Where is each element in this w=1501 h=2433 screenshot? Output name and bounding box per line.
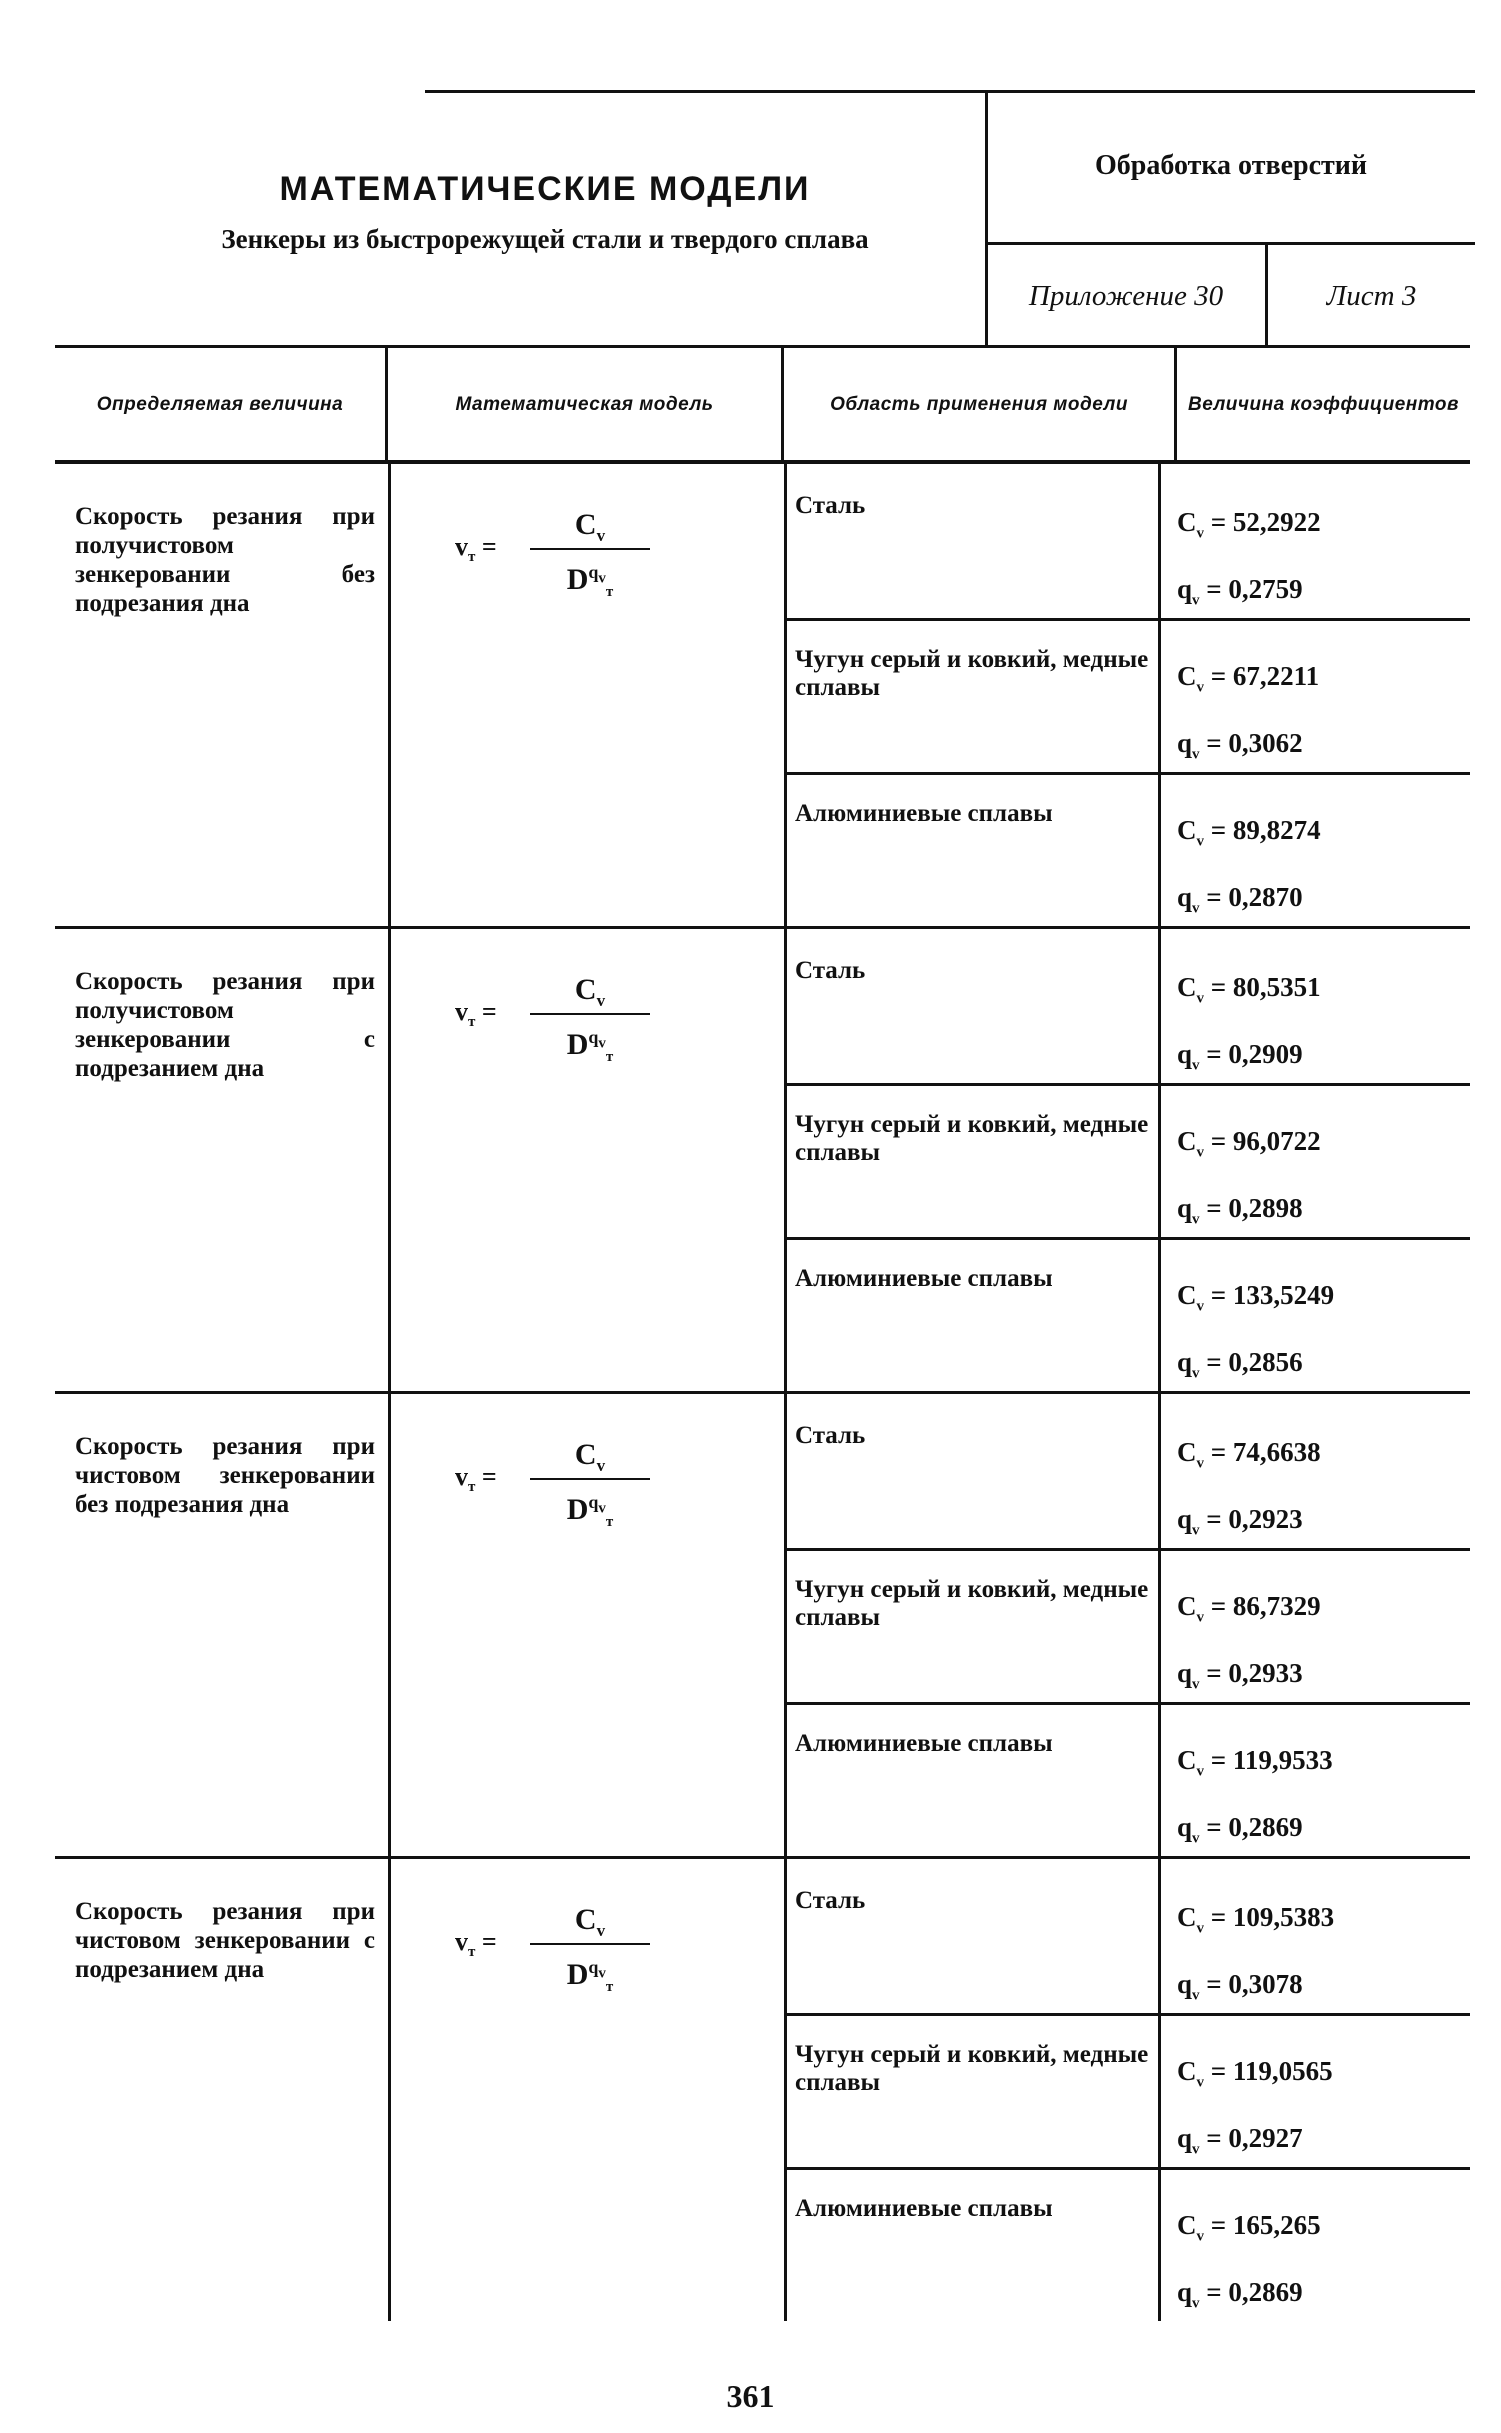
formula-exp-subscript: v (598, 570, 606, 587)
formula-den-symbol: D (566, 563, 589, 596)
formula-equals: = (481, 997, 497, 1026)
formula-lhs-symbol: v (455, 1927, 468, 1956)
qv-symbol (1177, 1039, 1200, 1074)
qv-letter: q (1177, 1969, 1193, 2000)
fraction-bar (530, 1478, 650, 1480)
cv-symbol (1177, 2056, 1204, 2091)
application-area: Чугун серый и ковкий, медные сплавы (787, 1548, 1161, 1702)
coefficients (1177, 2197, 1467, 2332)
models-table (55, 345, 1470, 2321)
col-header-model: Математическая модель (388, 348, 784, 460)
cv-value: 52,2922 (1232, 507, 1321, 537)
col-header-quantity: Определяемая величина (55, 348, 388, 460)
qv-value: 0,3062 (1228, 728, 1303, 759)
cv-symbol (1177, 507, 1204, 542)
formula-numerator (530, 969, 650, 1011)
application-area: Алюминиевые сплавы (787, 1702, 1161, 1856)
cv-symbol (1177, 1902, 1204, 1937)
formula-den-exponent (588, 1492, 606, 1517)
qv-subscript: v (1192, 2141, 1200, 2158)
qv-subscript: v (1192, 592, 1200, 609)
header-title-block (105, 90, 985, 348)
qv-subscript: v (1192, 1057, 1200, 1074)
application-area: Сталь (787, 1394, 1161, 1548)
formula-equals: = (481, 532, 497, 561)
table-row (787, 1083, 1470, 1240)
qv-symbol (1177, 1969, 1200, 2004)
formula-den-exponent (588, 1957, 606, 1982)
cv-subscript: v (1196, 2074, 1204, 2091)
cv-equals: = (1210, 1902, 1227, 1932)
formula-num-subscript: v (596, 1456, 606, 1475)
coefficients (1177, 802, 1467, 937)
formula-lhs-subscript: т (468, 1944, 476, 1961)
formula-lhs (455, 1927, 497, 1961)
formula-denominator (530, 1019, 650, 1075)
cv-subscript: v (1196, 1144, 1204, 1161)
qv-symbol (1177, 1193, 1200, 1228)
cv-equals: = (1210, 815, 1227, 845)
qv-line (1177, 1334, 1467, 1401)
qv-equals: = (1206, 1969, 1222, 2000)
cv-subscript: v (1196, 1920, 1204, 1937)
qv-symbol (1177, 1504, 1200, 1539)
coefficients (1177, 1424, 1467, 1559)
coefficients (1177, 959, 1467, 1094)
qv-symbol (1177, 728, 1200, 763)
formula (455, 504, 755, 600)
cv-value: 74,6638 (1232, 1437, 1321, 1467)
appendix-label: Приложение 30 (987, 245, 1268, 348)
formula-denominator (530, 554, 650, 610)
table-row-group (55, 464, 1470, 929)
formula-den-subscript: т (605, 584, 614, 600)
qv-symbol (1177, 1812, 1200, 1847)
formula (455, 969, 755, 1065)
qv-equals: = (1206, 1812, 1222, 1843)
cv-value: 165,265 (1232, 2210, 1321, 2240)
qv-value: 0,2869 (1228, 2277, 1303, 2308)
column-divider (388, 1859, 391, 2321)
qv-subscript: v (1192, 1676, 1200, 1693)
table-row (787, 929, 1470, 1086)
col-header-area: Область применения модели (784, 348, 1177, 460)
formula-fraction (530, 969, 650, 1075)
qv-letter: q (1177, 2277, 1193, 2308)
application-area: Сталь (787, 929, 1161, 1083)
cv-letter: C (1177, 661, 1197, 691)
cv-letter: C (1177, 1437, 1197, 1467)
formula-lhs-symbol: v (455, 532, 468, 561)
cv-equals: = (1210, 2210, 1227, 2240)
qv-symbol (1177, 2123, 1200, 2158)
qv-value: 0,3078 (1228, 1969, 1303, 2000)
qv-symbol (1177, 882, 1200, 917)
cv-letter: C (1177, 815, 1197, 845)
qv-value: 0,2933 (1228, 1658, 1303, 1689)
qv-equals: = (1206, 1504, 1222, 1535)
qv-subscript: v (1192, 1522, 1200, 1539)
qv-symbol (1177, 2277, 1200, 2312)
qv-equals: = (1206, 1658, 1222, 1689)
formula-lhs-subscript: т (468, 1479, 476, 1496)
cv-letter: C (1177, 972, 1197, 1002)
qv-value: 0,2927 (1228, 2123, 1303, 2154)
cv-equals: = (1210, 1591, 1227, 1621)
formula (455, 1434, 755, 1530)
qv-letter: q (1177, 728, 1193, 759)
formula-num-symbol: C (574, 1438, 597, 1471)
formula-num-symbol: C (574, 973, 597, 1006)
cv-letter: C (1177, 1591, 1197, 1621)
cv-line (1177, 2197, 1467, 2264)
formula-equals: = (481, 1927, 497, 1956)
cv-symbol (1177, 1745, 1204, 1780)
formula-den-symbol: D (566, 1958, 589, 1991)
cv-value: 119,9533 (1232, 1745, 1333, 1775)
cv-subscript: v (1196, 1609, 1204, 1626)
cv-line (1177, 959, 1467, 1026)
formula-num-subscript: v (596, 991, 606, 1010)
cv-symbol (1177, 1280, 1204, 1315)
application-area: Чугун серый и ковкий, медные сплавы (787, 2013, 1161, 2167)
formula-numerator (530, 1899, 650, 1941)
table-row-group (55, 1394, 1470, 1859)
cv-line (1177, 494, 1467, 561)
cv-equals: = (1210, 1126, 1227, 1156)
formula-lhs-symbol: v (455, 1462, 468, 1491)
qv-equals: = (1206, 882, 1222, 913)
formula-lhs-symbol: v (455, 997, 468, 1026)
table-row (787, 2167, 1470, 2321)
qv-equals: = (1206, 1193, 1222, 1224)
qv-symbol (1177, 1347, 1200, 1382)
cv-line (1177, 802, 1467, 869)
formula-den-subscript: т (605, 1049, 614, 1065)
quantity-name: Скорость резания при получистовом зенкеровании без подрезания дна (75, 503, 375, 617)
formula-lhs (455, 997, 497, 1031)
cv-equals: = (1210, 972, 1227, 1002)
page-subtitle: Зенкеры из быстрорежущей стали и твердого сплава (221, 224, 869, 254)
cv-value: 96,0722 (1232, 1126, 1321, 1156)
qv-equals: = (1206, 728, 1222, 759)
column-divider (388, 1394, 391, 1856)
table-row (787, 2013, 1470, 2170)
qv-value: 0,2759 (1228, 574, 1303, 605)
application-area: Чугун серый и ковкий, медные сплавы (787, 1083, 1161, 1237)
cv-symbol (1177, 661, 1204, 696)
cv-value: 119,0565 (1232, 2056, 1333, 2086)
coefficients (1177, 648, 1467, 783)
formula-num-symbol: C (574, 508, 597, 541)
application-area: Алюминиевые сплавы (787, 772, 1161, 926)
formula-lhs (455, 1462, 497, 1496)
qv-letter: q (1177, 1039, 1193, 1070)
table-row (787, 464, 1470, 621)
cv-symbol (1177, 972, 1204, 1007)
qv-letter: q (1177, 1193, 1193, 1224)
formula-numerator (530, 1434, 650, 1476)
col-header-coefficients: Величина коэффициентов (1187, 393, 1460, 415)
section-name: Обработка отверстий (987, 90, 1475, 245)
cv-equals: = (1210, 1437, 1227, 1467)
cv-subscript: v (1196, 525, 1204, 542)
table-row (787, 618, 1470, 775)
formula-lhs-subscript: т (468, 1014, 476, 1031)
application-area: Чугун серый и ковкий, медные сплавы (787, 618, 1161, 772)
cv-value: 80,5351 (1232, 972, 1321, 1002)
formula-exp-symbol: q (588, 1957, 599, 1977)
qv-subscript: v (1192, 1211, 1200, 1228)
formula-num-symbol: C (574, 1903, 597, 1936)
formula-fraction (530, 1434, 650, 1540)
formula-exp-symbol: q (588, 562, 599, 582)
formula-denominator (530, 1949, 650, 2005)
table-row (787, 772, 1470, 926)
coefficients (1177, 2043, 1467, 2178)
qv-symbol (1177, 574, 1200, 609)
fraction-bar (530, 548, 650, 550)
cv-letter: C (1177, 2210, 1197, 2240)
cv-letter: C (1177, 507, 1197, 537)
formula-exp-subscript: v (598, 1500, 606, 1517)
cv-equals: = (1210, 2056, 1227, 2086)
qv-equals: = (1206, 2123, 1222, 2154)
qv-subscript: v (1192, 1987, 1200, 2004)
cv-symbol (1177, 2210, 1204, 2245)
cv-value: 89,8274 (1232, 815, 1321, 845)
qv-letter: q (1177, 882, 1193, 913)
qv-line (1177, 1799, 1467, 1866)
formula-den-subscript: т (605, 1514, 614, 1530)
cv-line (1177, 1424, 1467, 1491)
formula (455, 1899, 755, 1995)
page-number: 361 (726, 2378, 775, 2414)
table-row (787, 1859, 1470, 2016)
application-area: Алюминиевые сплавы (787, 2167, 1161, 2321)
formula-num-subscript: v (596, 526, 606, 545)
formula-fraction (530, 504, 650, 610)
formula-equals: = (481, 1462, 497, 1491)
qv-value: 0,2898 (1228, 1193, 1303, 1224)
cv-subscript: v (1196, 1298, 1204, 1315)
coefficients (1177, 1578, 1467, 1713)
formula-den-exponent (588, 1027, 606, 1052)
formula-exp-subscript: v (598, 1965, 606, 1982)
qv-value: 0,2923 (1228, 1504, 1303, 1535)
cv-value: 109,5383 (1232, 1902, 1335, 1932)
page-header (105, 90, 1475, 348)
cv-symbol (1177, 1591, 1204, 1626)
table-row (787, 1237, 1470, 1391)
qv-value: 0,2870 (1228, 882, 1303, 913)
fraction-bar (530, 1013, 650, 1015)
formula-fraction (530, 1899, 650, 2005)
table-header (55, 345, 1470, 464)
cv-line (1177, 1267, 1467, 1334)
qv-subscript: v (1192, 900, 1200, 917)
cv-letter: C (1177, 1745, 1197, 1775)
qv-subscript: v (1192, 746, 1200, 763)
application-area: Сталь (787, 464, 1161, 618)
cv-subscript: v (1196, 833, 1204, 850)
qv-equals: = (1206, 1347, 1222, 1378)
cv-value: 86,7329 (1232, 1591, 1321, 1621)
qv-letter: q (1177, 2123, 1193, 2154)
cv-equals: = (1210, 661, 1227, 691)
formula-lhs (455, 532, 497, 566)
sheet-label: Лист 3 (1326, 280, 1417, 312)
qv-letter: q (1177, 1812, 1193, 1843)
application-area: Алюминиевые сплавы (787, 1237, 1161, 1391)
cv-line (1177, 648, 1467, 715)
application-area: Сталь (787, 1859, 1161, 2013)
table-body (55, 464, 1470, 2321)
cv-letter: C (1177, 1126, 1197, 1156)
qv-letter: q (1177, 1658, 1193, 1689)
qv-letter: q (1177, 1504, 1193, 1535)
formula-lhs-subscript: т (468, 549, 476, 566)
qv-equals: = (1206, 1039, 1222, 1070)
cv-line (1177, 1732, 1467, 1799)
coefficients (1177, 1889, 1467, 2024)
formula-den-symbol: D (566, 1028, 589, 1061)
column-divider (388, 929, 391, 1391)
table-row (787, 1548, 1470, 1705)
formula-denominator (530, 1484, 650, 1540)
formula-numerator (530, 504, 650, 546)
formula-den-subscript: т (605, 1979, 614, 1995)
qv-line (1177, 869, 1467, 936)
table-row (787, 1394, 1470, 1551)
qv-line (1177, 2264, 1467, 2331)
cv-subscript: v (1196, 990, 1204, 1007)
qv-subscript: v (1192, 1365, 1200, 1382)
formula-den-exponent (588, 562, 606, 587)
cv-letter: C (1177, 1902, 1197, 1932)
qv-letter: q (1177, 574, 1193, 605)
cv-symbol (1177, 815, 1204, 850)
table-row (787, 1702, 1470, 1856)
coefficients (1177, 1267, 1467, 1402)
cv-equals: = (1210, 1280, 1227, 1310)
column-divider (388, 464, 391, 926)
qv-value: 0,2909 (1228, 1039, 1303, 1070)
quantity-name: Скорость резания при чистовом зенкеровании с подрезанием дна (75, 1898, 375, 1983)
formula-exp-symbol: q (588, 1492, 599, 1512)
cv-letter: C (1177, 1280, 1197, 1310)
cv-line (1177, 1578, 1467, 1645)
qv-letter: q (1177, 1347, 1193, 1378)
cv-value: 133,5249 (1232, 1280, 1335, 1310)
coefficients (1177, 494, 1467, 629)
formula-num-subscript: v (596, 1921, 606, 1940)
cv-line (1177, 2043, 1467, 2110)
cv-line (1177, 1113, 1467, 1180)
cv-value: 67,2211 (1232, 661, 1320, 691)
qv-equals: = (1206, 2277, 1222, 2308)
cv-symbol (1177, 1437, 1204, 1472)
table-row-group (55, 1859, 1470, 2321)
cv-subscript: v (1196, 679, 1204, 696)
cv-equals: = (1210, 507, 1227, 537)
table-row-group (55, 929, 1470, 1394)
formula-exp-symbol: q (588, 1027, 599, 1047)
cv-equals: = (1210, 1745, 1227, 1775)
page-title: МАТЕМАТИЧЕСКИЕ МОДЕЛИ (279, 170, 811, 208)
qv-subscript: v (1192, 1830, 1200, 1847)
cv-subscript: v (1196, 1455, 1204, 1472)
qv-equals: = (1206, 574, 1222, 605)
coefficients (1177, 1113, 1467, 1248)
formula-exp-subscript: v (598, 1035, 606, 1052)
quantity-name: Скорость резания при получистовом зенкеровании с подрезанием дна (75, 968, 375, 1082)
formula-den-symbol: D (566, 1493, 589, 1526)
qv-subscript: v (1192, 2295, 1200, 2312)
qv-value: 0,2869 (1228, 1812, 1303, 1843)
cv-symbol (1177, 1126, 1204, 1161)
qv-symbol (1177, 1658, 1200, 1693)
coefficients (1177, 1732, 1467, 1867)
cv-subscript: v (1196, 1763, 1204, 1780)
cv-letter: C (1177, 2056, 1197, 2086)
cv-line (1177, 1889, 1467, 1956)
cv-subscript: v (1196, 2228, 1204, 2245)
fraction-bar (530, 1943, 650, 1945)
qv-value: 0,2856 (1228, 1347, 1303, 1378)
quantity-name: Скорость резания при чистовом зенкеровании без подрезания дна (75, 1433, 375, 1518)
